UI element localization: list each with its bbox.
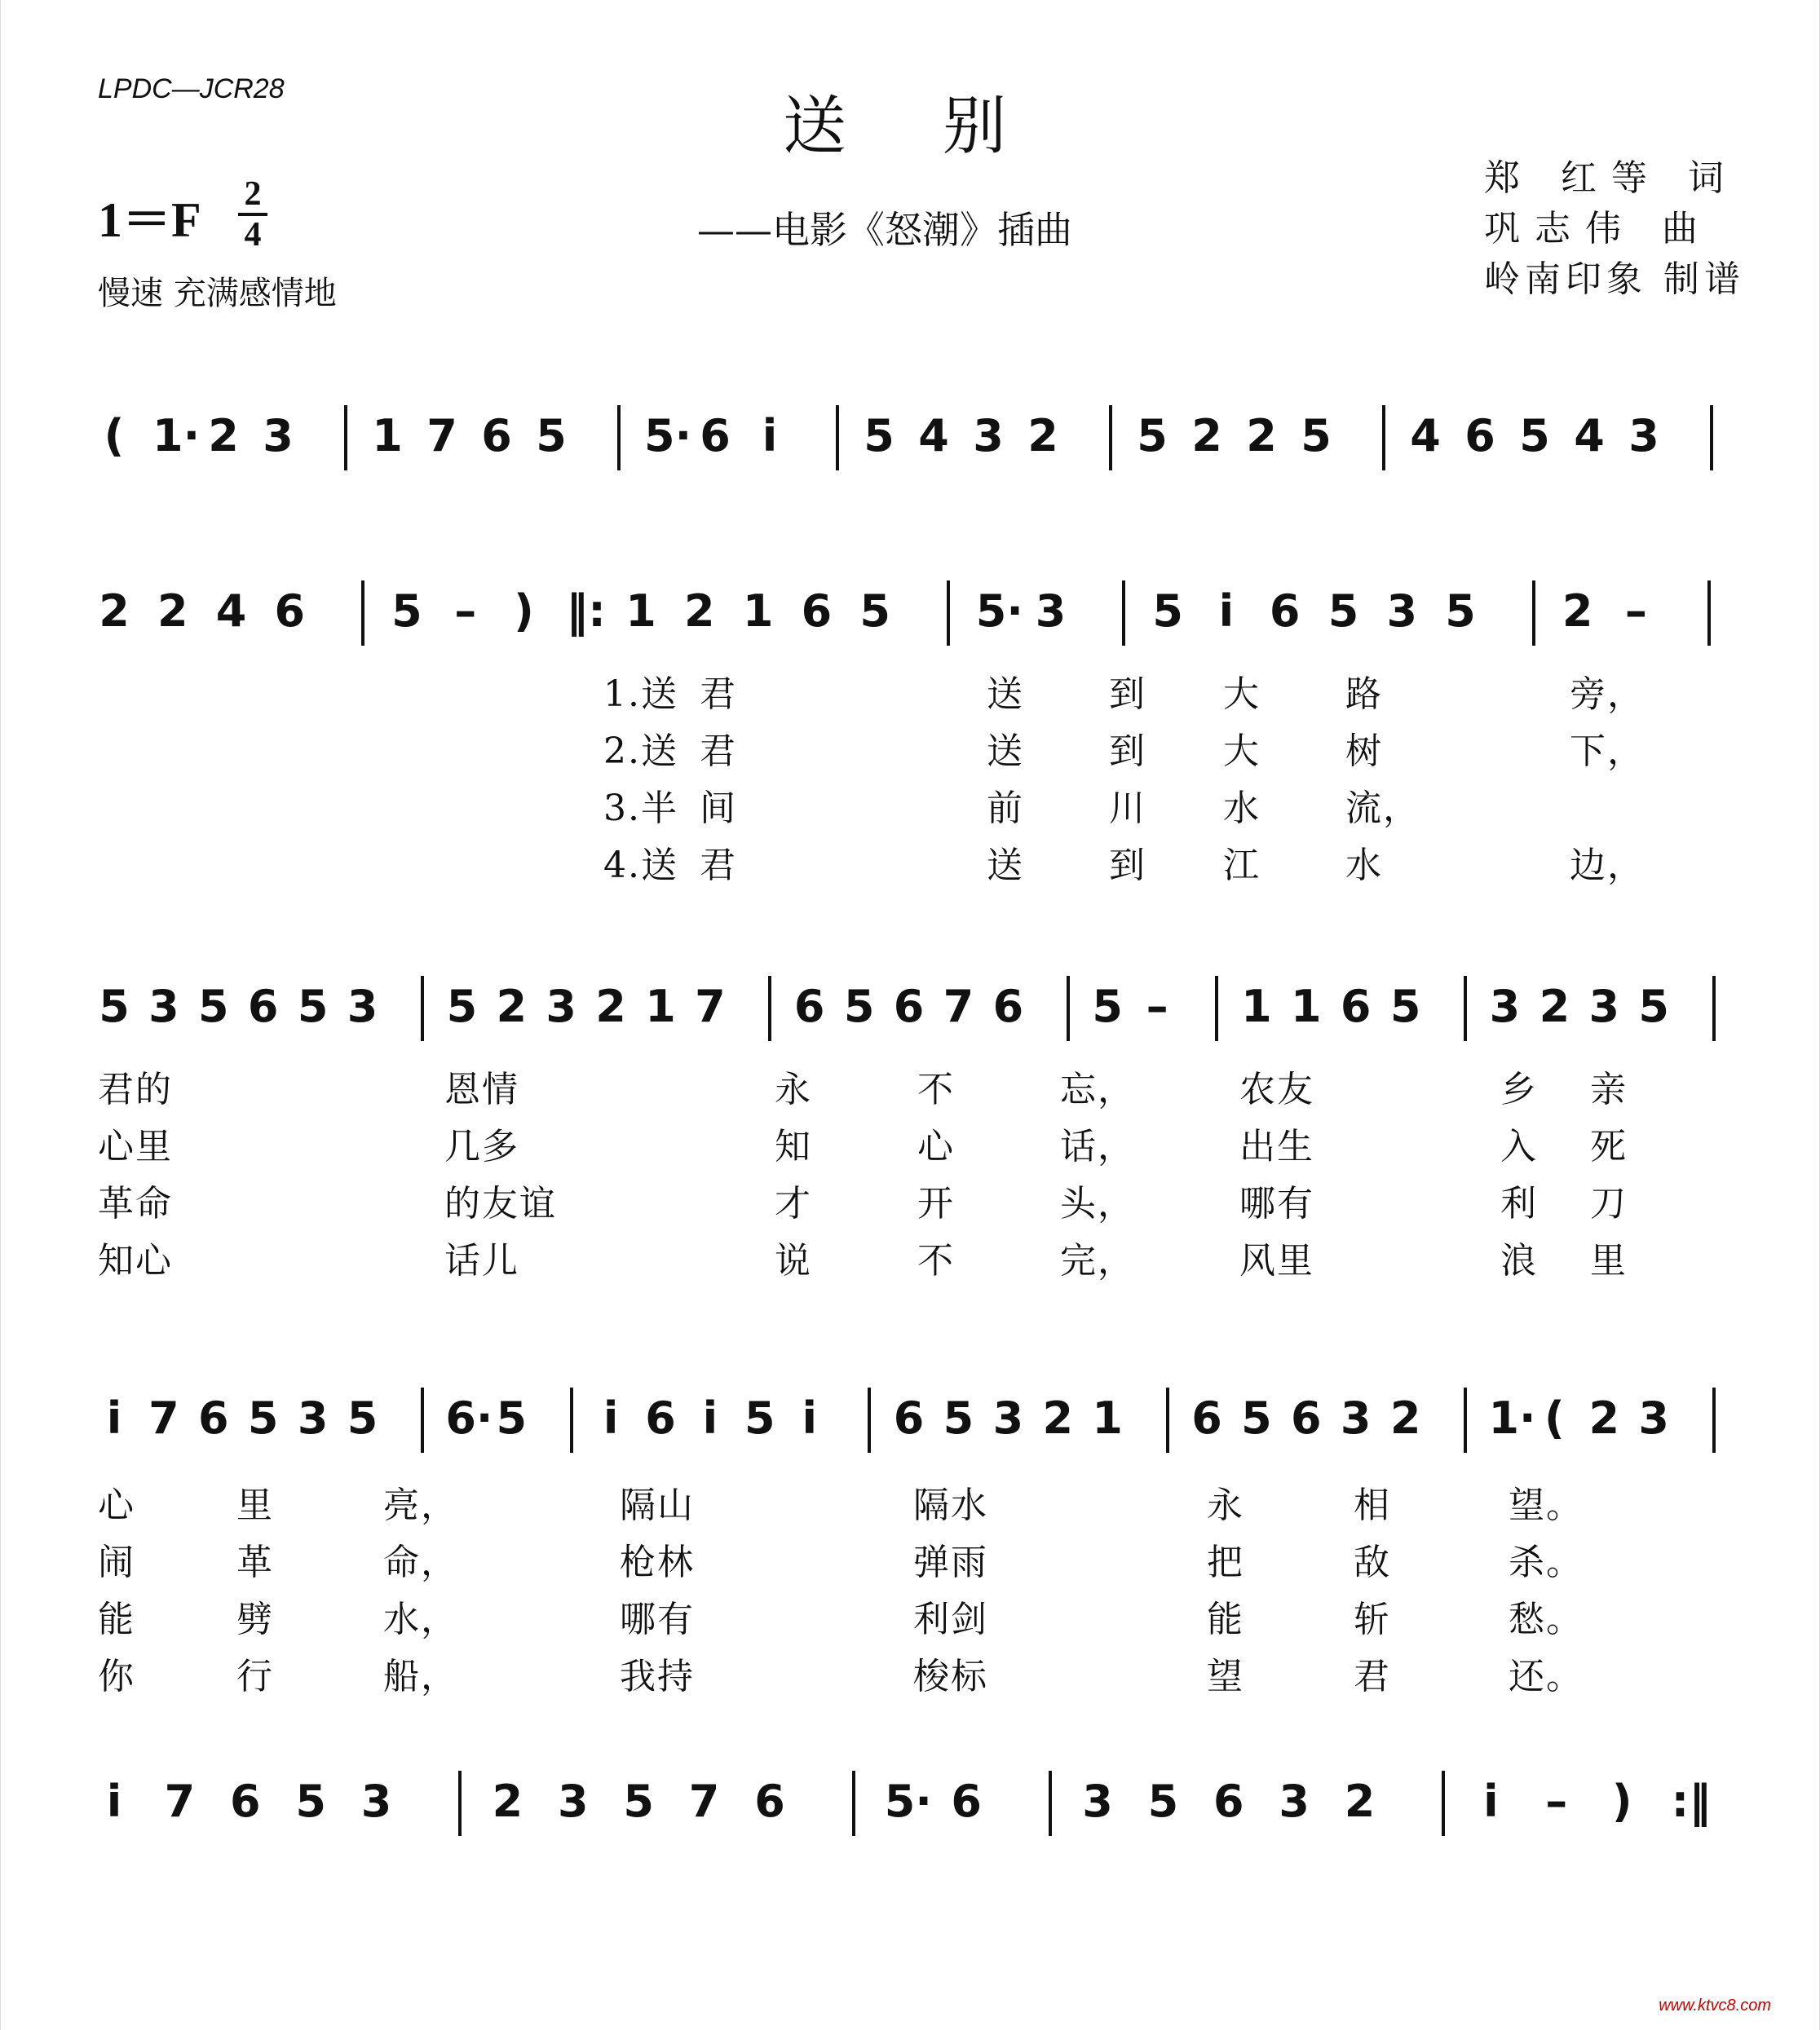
lyric-word: 永 — [775, 1069, 812, 1110]
lyric-word: 说 — [775, 1240, 812, 1282]
lyric-word: 里 — [236, 1485, 274, 1526]
lyric-word: 把 — [1207, 1542, 1244, 1583]
note: 2 — [157, 585, 188, 637]
note: 5 — [1445, 585, 1476, 637]
lyric-word: 愁。 — [1509, 1599, 1584, 1640]
note: 2 — [208, 410, 239, 461]
note: – — [1545, 1776, 1568, 1827]
note: 3 — [558, 1776, 589, 1827]
lyric-word: 水 — [1223, 788, 1261, 829]
bar-line — [617, 405, 621, 470]
lyric-word: 望 — [1207, 1656, 1244, 1697]
note: 2 — [1246, 410, 1277, 461]
bar-line — [768, 976, 771, 1041]
lyric-word: 里 — [1590, 1240, 1628, 1282]
lyric-word: 相 — [1354, 1485, 1391, 1526]
bar-line — [1532, 580, 1535, 646]
note: 6 — [700, 410, 731, 461]
lyric-word: 望。 — [1509, 1485, 1584, 1526]
note: i — [1483, 1776, 1499, 1827]
bar-line — [1166, 1388, 1169, 1453]
notation-line — [0, 982, 1820, 1072]
note: ( — [1544, 1392, 1565, 1444]
note: 4 — [918, 410, 949, 461]
lyric-word: 乡 — [1500, 1069, 1538, 1110]
lyric-word: 哪有 — [620, 1599, 695, 1640]
note: 5 — [1638, 981, 1669, 1032]
note: 5 — [99, 981, 130, 1032]
note: 5 — [446, 981, 478, 1032]
lyric-word: 君 — [700, 845, 737, 886]
note: 5 — [295, 1776, 326, 1827]
lyric-word: 完， — [1060, 1240, 1135, 1282]
note: 6 — [645, 1392, 676, 1444]
note: 6 — [893, 981, 925, 1032]
note: 2 — [1027, 410, 1058, 461]
note: 3 — [263, 410, 294, 461]
note: 2 — [1191, 410, 1222, 461]
note: 6· — [445, 1392, 493, 1444]
lyric-word: 劈 — [236, 1599, 274, 1640]
lyric-word: 君 — [700, 730, 737, 772]
bar-line — [1215, 976, 1218, 1041]
note: 5 — [744, 1392, 775, 1444]
note: 2 — [496, 981, 528, 1032]
note: 6 — [1213, 1776, 1244, 1827]
note: 5 — [536, 410, 567, 461]
bar-line — [421, 1388, 424, 1453]
lyric-word: 永 — [1207, 1485, 1244, 1526]
note: ) — [1611, 1776, 1632, 1827]
note: 7 — [148, 1392, 179, 1444]
notation-line — [0, 1777, 1820, 1867]
lyric-word: 还。 — [1509, 1656, 1584, 1697]
bar-line — [947, 580, 950, 646]
lyric-word: 君 — [700, 673, 737, 715]
lyric-word: 前 — [987, 788, 1024, 829]
note: 5 — [943, 1392, 974, 1444]
lyric-word: 风里 — [1239, 1240, 1314, 1282]
note: ‖: — [566, 585, 606, 637]
note: – — [1624, 585, 1647, 637]
note: 3 — [992, 1392, 1024, 1444]
note: 6 — [754, 1776, 785, 1827]
note: 6 — [481, 410, 512, 461]
bar-line — [1710, 405, 1713, 470]
note: 5 — [1389, 981, 1421, 1032]
note: 2 — [595, 981, 626, 1032]
lyric-word: 送 — [987, 673, 1024, 715]
note: 6 — [992, 981, 1024, 1032]
note: 2 — [1389, 1392, 1421, 1444]
lyric-word: 能 — [98, 1599, 135, 1640]
arranger-credit: 岭南印象 制谱 — [1484, 258, 1745, 300]
note: 6 — [1291, 1392, 1322, 1444]
lyric-word: 利 — [1500, 1183, 1538, 1225]
note: 7 — [943, 981, 974, 1032]
lyric-word: 不 — [917, 1240, 955, 1282]
lyric-word: 才 — [775, 1183, 812, 1225]
note: 3 — [1489, 981, 1521, 1032]
note: 3 — [1638, 1392, 1669, 1444]
note: 2 — [1539, 981, 1570, 1032]
lyric-word: 流， — [1345, 788, 1420, 829]
lyric-word: 死 — [1590, 1126, 1628, 1167]
lyric-word: 到 — [1109, 730, 1146, 772]
bar-line — [344, 405, 347, 470]
lyric-word: 水 — [1345, 845, 1383, 886]
lyric-word: 隔水 — [913, 1485, 988, 1526]
bar-line — [570, 1388, 573, 1453]
bar-line — [1712, 976, 1716, 1041]
note: 6 — [1464, 410, 1495, 461]
time-signature — [238, 175, 267, 254]
note: 6 — [1269, 585, 1301, 637]
bar-line — [836, 405, 839, 470]
note: ( — [104, 410, 125, 461]
note: ) — [514, 585, 534, 637]
lyric-word: 心 — [917, 1126, 955, 1167]
note: 5 — [247, 1392, 279, 1444]
bar-line — [1442, 1771, 1445, 1836]
note: i — [702, 1392, 718, 1444]
bar-line — [1707, 580, 1711, 646]
note: 3 — [546, 981, 576, 1032]
note: 5 — [496, 1392, 528, 1444]
note: 4 — [215, 585, 247, 637]
lyric-word: 江 — [1223, 845, 1261, 886]
lyric-word: 水， — [383, 1599, 458, 1640]
notation-line — [0, 1394, 1820, 1484]
note: 3 — [347, 981, 378, 1032]
note: 1 — [625, 585, 656, 637]
lyric-word: 哪有 — [1239, 1183, 1314, 1225]
note: 5 — [1092, 981, 1123, 1032]
lyric-word: 知心 — [98, 1240, 173, 1282]
note: 5 — [1301, 410, 1332, 461]
note: 6 — [230, 1776, 261, 1827]
lyric-word: 到 — [1109, 673, 1146, 715]
note: 2 — [684, 585, 715, 637]
lyric-word: 边， — [1570, 845, 1645, 886]
note: 7 — [688, 1776, 720, 1827]
time-sig-top: 2 — [244, 175, 262, 213]
note: i — [603, 1392, 619, 1444]
note: i — [1218, 585, 1235, 637]
bar-line — [421, 976, 424, 1041]
note: 3 — [973, 410, 1004, 461]
note: 2 — [1042, 1392, 1074, 1444]
lyric-word: 到 — [1109, 845, 1146, 886]
lyric-word: 弹雨 — [913, 1542, 988, 1583]
note: 5 — [198, 981, 229, 1032]
lyricist-credit: 郑 红等 词 — [1484, 157, 1738, 199]
note: 6 — [198, 1392, 229, 1444]
lyric-word: 梭标 — [913, 1656, 988, 1697]
lyric-word: 几多 — [444, 1126, 519, 1167]
key-signature: 1＝F — [98, 193, 201, 247]
lyric-word: 川 — [1109, 788, 1146, 829]
note: 2 — [492, 1776, 523, 1827]
note: 5· — [975, 585, 1023, 637]
note: 3 — [1340, 1392, 1372, 1444]
lyric-word: 刀 — [1590, 1183, 1628, 1225]
note: 6 — [951, 1776, 982, 1827]
note: 7 — [426, 410, 457, 461]
bar-line — [852, 1771, 855, 1836]
note: 5 — [1152, 585, 1183, 637]
note: 5 — [391, 585, 422, 637]
note: 7 — [695, 981, 726, 1032]
bar-line — [1712, 1388, 1716, 1453]
note: 1 — [1241, 981, 1272, 1032]
lyric-word: 君的 — [98, 1069, 173, 1110]
note: 1· — [1488, 1392, 1536, 1444]
note: 3 — [148, 981, 179, 1032]
lyric-word: 利剑 — [913, 1599, 988, 1640]
lyric-word: 头， — [1060, 1183, 1135, 1225]
tempo-marking: 慢速 充满感情地 — [98, 275, 337, 312]
note: 5 — [1519, 410, 1550, 461]
note: 5 — [1327, 585, 1359, 637]
bar-line — [1464, 1388, 1467, 1453]
lyric-word: 出生 — [1239, 1126, 1314, 1167]
lyric-word: 知 — [775, 1126, 812, 1167]
bar-line — [1122, 580, 1125, 646]
lyric-word: 开 — [917, 1183, 955, 1225]
notation-line — [0, 587, 1820, 677]
note: 4 — [1410, 410, 1441, 461]
lyric-word: 的友谊 — [444, 1183, 557, 1225]
note: 6 — [893, 1392, 925, 1444]
song-title: 送别 — [783, 90, 1103, 163]
note: 3 — [1082, 1776, 1113, 1827]
note: 2 — [1588, 1392, 1620, 1444]
note: 1 — [1092, 1392, 1123, 1444]
note: 4 — [1574, 410, 1605, 461]
lyric-word: 枪林 — [620, 1542, 695, 1583]
bar-line — [1464, 976, 1467, 1041]
lyric-word: 下， — [1570, 730, 1645, 772]
lyric-word: 亲 — [1590, 1069, 1628, 1110]
note: 6 — [247, 981, 279, 1032]
lyric-word: 旁， — [1570, 673, 1645, 715]
note: 3 — [1588, 981, 1620, 1032]
note: 5 — [843, 981, 875, 1032]
lyric-word: 大 — [1223, 673, 1261, 715]
note: 5· — [884, 1776, 932, 1827]
note: 1 — [742, 585, 774, 637]
note: 5 — [864, 410, 895, 461]
note: 5 — [297, 981, 329, 1032]
note: i — [762, 410, 778, 461]
watermark: www.ktvc8.com — [1659, 1997, 1771, 2015]
composer-credit: 巩志伟 曲 — [1484, 208, 1712, 249]
note: 3 — [1628, 410, 1659, 461]
note: i — [106, 1776, 122, 1827]
lyric-word: 树 — [1345, 730, 1383, 772]
bar-line — [458, 1771, 462, 1836]
lyric-word: 敌 — [1354, 1542, 1391, 1583]
note: 7 — [164, 1776, 196, 1827]
lyric-word: 心 — [98, 1485, 135, 1526]
lyric-word: 不 — [917, 1069, 955, 1110]
lyric-word: 君 — [1354, 1656, 1391, 1697]
note: 6 — [1191, 1392, 1222, 1444]
lyric-word: 心里 — [98, 1126, 173, 1167]
note: 3 — [1035, 585, 1067, 637]
lyric-word: 行 — [236, 1656, 274, 1697]
lyric-word: 杀。 — [1509, 1542, 1584, 1583]
lyric-word: 隔山 — [620, 1485, 695, 1526]
note: 2 — [99, 585, 130, 637]
note: 2 — [1562, 585, 1593, 637]
lyric-word: 能 — [1207, 1599, 1244, 1640]
note: – — [454, 585, 477, 637]
lyric-word: 送 — [987, 730, 1024, 772]
lyric-word: 路 — [1345, 673, 1383, 715]
note: i — [802, 1392, 817, 1444]
note: 6 — [801, 585, 833, 637]
note: 5 — [1137, 410, 1168, 461]
lyric-word: 3.半 — [603, 788, 678, 829]
note: 6 — [1340, 981, 1372, 1032]
lyric-word: 命， — [383, 1542, 458, 1583]
lyric-word: 4.送 — [603, 845, 678, 886]
note: 5 — [623, 1776, 654, 1827]
note: 2 — [1344, 1776, 1376, 1827]
note: 3 — [360, 1776, 392, 1827]
lyric-word: 浪 — [1500, 1240, 1538, 1282]
lyric-word: 革命 — [98, 1183, 173, 1225]
lyric-word: 亮， — [383, 1485, 458, 1526]
lyric-word: 间 — [700, 788, 737, 829]
lyric-word: 大 — [1223, 730, 1261, 772]
lyric-word: 入 — [1500, 1126, 1538, 1167]
lyric-word: 话， — [1060, 1126, 1135, 1167]
note: i — [106, 1392, 122, 1444]
note: 5 — [859, 585, 890, 637]
note: 6 — [274, 585, 306, 637]
note: 5 — [347, 1392, 378, 1444]
note: 5 — [1241, 1392, 1272, 1444]
note: 6 — [793, 981, 825, 1032]
lyric-word: 我持 — [620, 1656, 695, 1697]
lyric-word: 你 — [98, 1656, 135, 1697]
note: :‖ — [1671, 1776, 1712, 1827]
bar-line — [1049, 1771, 1052, 1836]
lyric-word: 送 — [987, 845, 1024, 886]
notation-line — [0, 412, 1820, 501]
note: 5· — [644, 410, 692, 461]
note: 1 — [372, 410, 403, 461]
note: 5 — [1147, 1776, 1179, 1827]
note: 1· — [152, 410, 201, 461]
lyric-word: 2.送 — [603, 730, 678, 772]
note: 3 — [1279, 1776, 1310, 1827]
bar-line — [1109, 405, 1112, 470]
lyric-word: 闹 — [98, 1542, 135, 1583]
note: – — [1146, 981, 1168, 1032]
catalog-code: LPDC—JCR28 — [98, 73, 285, 104]
time-sig-bottom: 4 — [244, 216, 262, 254]
bar-line — [361, 580, 364, 646]
note: 1 — [1291, 981, 1322, 1032]
bar-line — [868, 1388, 871, 1453]
lyric-word: 1.送 — [603, 673, 678, 715]
bar-line — [1067, 976, 1070, 1041]
lyric-word: 恩情 — [444, 1069, 519, 1110]
lyric-word: 革 — [236, 1542, 274, 1583]
lyric-word: 农友 — [1239, 1069, 1314, 1110]
lyric-word: 话儿 — [444, 1240, 519, 1282]
lyric-word: 斩 — [1354, 1599, 1391, 1640]
song-subtitle: ——电影《怒潮》插曲 — [697, 208, 1072, 252]
note: 3 — [297, 1392, 329, 1444]
lyric-word: 船， — [383, 1656, 458, 1697]
note: 3 — [1386, 585, 1418, 637]
bar-line — [1382, 405, 1385, 470]
lyric-word: 忘， — [1060, 1069, 1135, 1110]
note: 1 — [645, 981, 676, 1032]
